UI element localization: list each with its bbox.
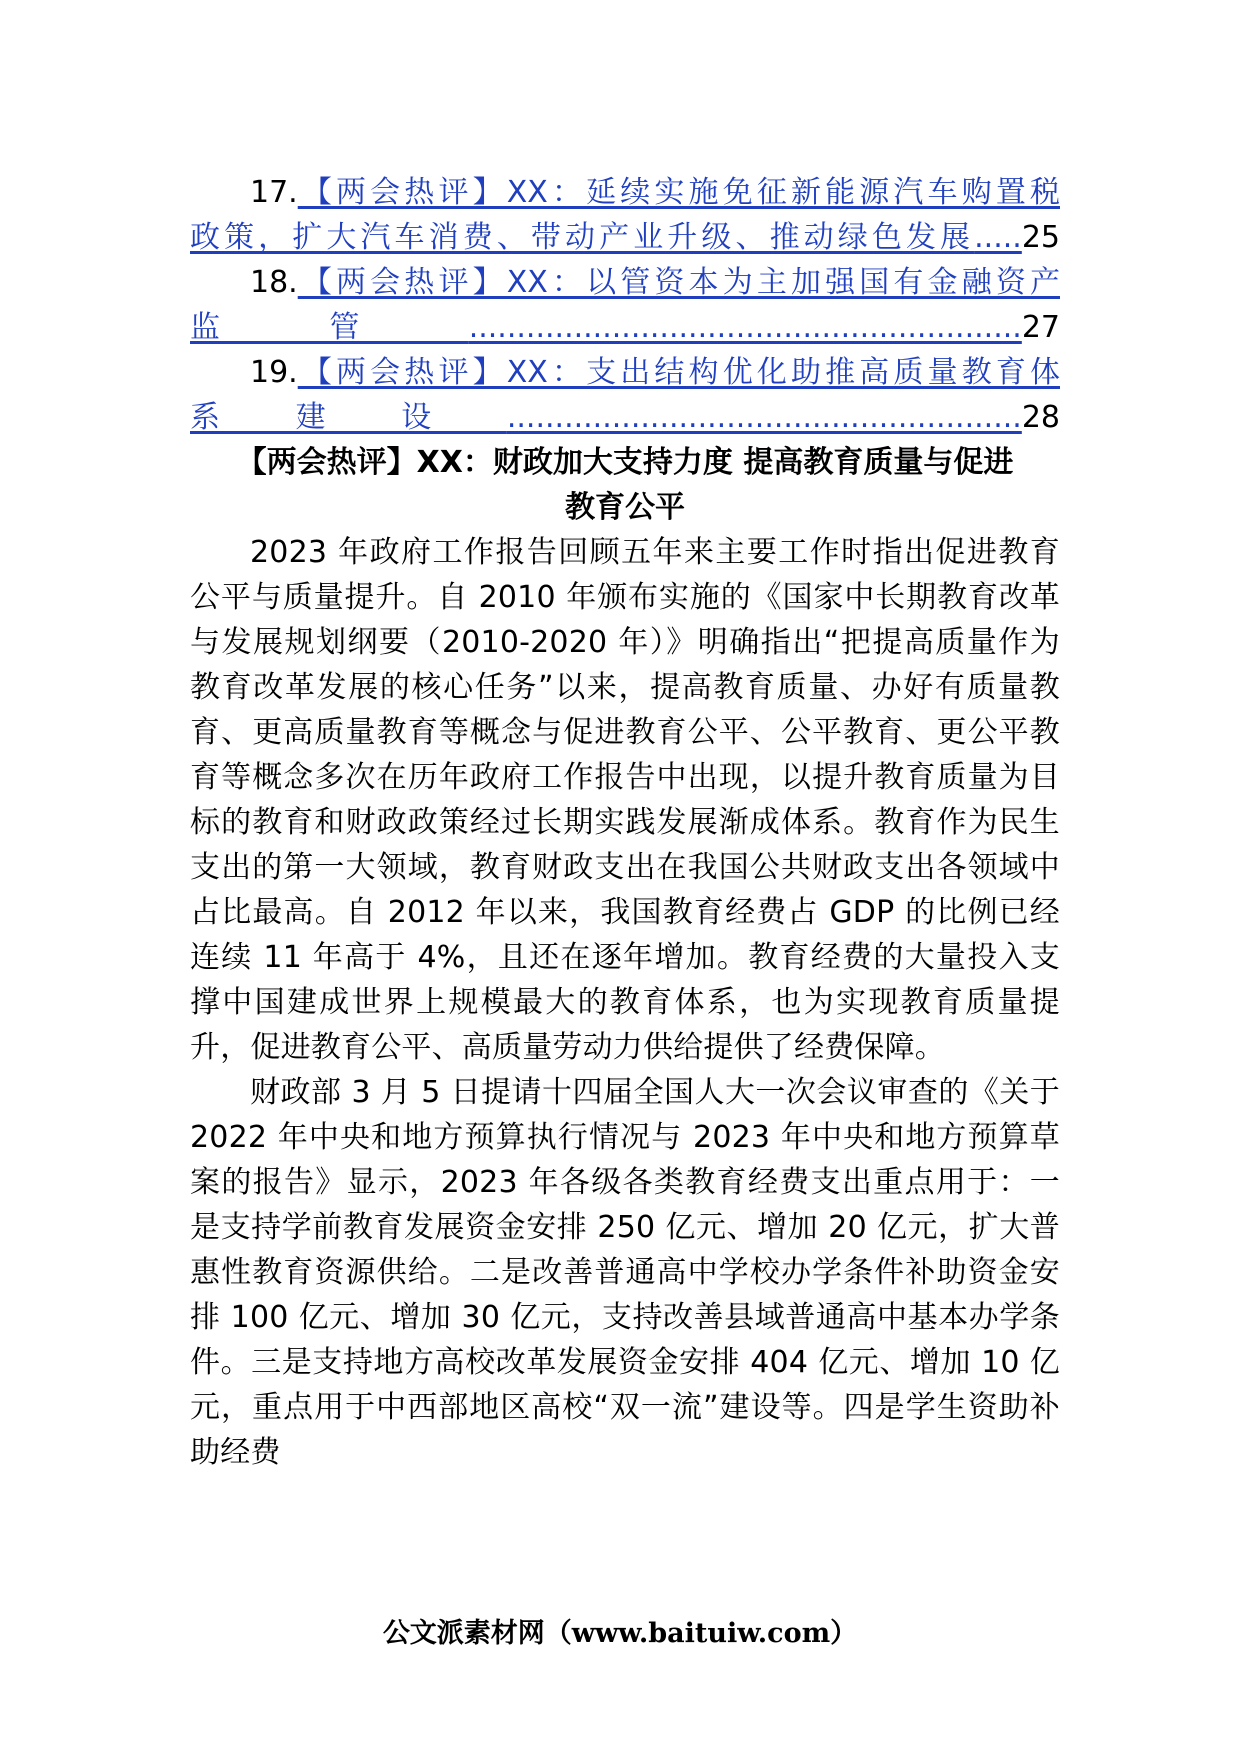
article-paragraph-1: 2023 年政府工作报告回顾五年来主要工作时指出促进教育公平与质量提升。自 2010 年颁布实施的《国家中长期教育改革与发展规划纲要（2010-2020 年）》明确指出“把提高质量作为教育改革发展的核心任务”以来，提高教育质量、办好有质量教育、更高质量教育等概念与促进教育公平、公平教育、更公平教育等概念多次在历年政府工作报告中出现，以提升教育质量为目标的教育和财政政策经过长期实践发展渐成体系。教育作为民生支出的第一大领域，教育财政支出在我国公共财政支出各领域中占比最高。自 2012 年以来，我国教育经费占 GDP 的比例已经连续 11 年高于 4%，且还在逐年增加。教育经费的大量投入支撑中国建成世界上规模最大的教育体系，也为实现教育质量提升，促进教育公平、高质量劳动力供给提供了经费保障。	[190, 535, 1060, 1065]
toc-entry-17[interactable]	[190, 170, 1060, 260]
toc-entry-title-line1[interactable]: 【两会热评】XX：支出结构优化助推高质量教育体	[297, 355, 1060, 390]
toc-entry-number: 19.	[250, 355, 298, 390]
article-title-line2: 教育公平	[565, 490, 685, 525]
toc-entry-title-line1[interactable]: 【两会热评】XX：延续实施免征新能源汽车购置税	[297, 175, 1060, 210]
toc-entry-number: 17.	[250, 175, 298, 210]
toc-entry-number: 18.	[250, 265, 298, 300]
toc-entry-title-line2[interactable]: 系建设	[190, 400, 507, 435]
toc-entry-link[interactable]	[190, 265, 1060, 345]
toc-page-number: 27	[1021, 310, 1060, 345]
article-paragraph-2: 财政部 3 月 5 日提请十四届全国人大一次会议审查的《关于 2022 年中央和地方预算执行情况与 2023 年中央和地方预算草案的报告》显示，2023 年各级各类教育经费支出重点用于：一是支持学前教育发展资金安排 250 亿元、增加 20 亿元，扩大普惠性教育资源供给。二是改善普通高中学校办学条件补助资金安排 100 亿元、增加 30 亿元，支持改善县域普通高中基本办学条件。三是支持地方高校改革发展资金安排 404 亿元、增加 10 亿元，重点用于中西部地区高校“双一流”建设等。四是学生资助补助经费	[190, 1075, 1060, 1470]
page-footer: 公文派素材网（www.baituiw.com）	[382, 1618, 858, 1649]
article-title	[190, 440, 1060, 530]
toc-entry-title-line2[interactable]: 政策，扩大汽车消费、带动产业升级、推动绿色发展	[190, 220, 975, 255]
toc-entry-link[interactable]	[190, 175, 1060, 255]
toc-entry-title-line2[interactable]: 监管	[190, 310, 469, 345]
table-of-contents	[190, 170, 1060, 440]
toc-leader-dots: ......................................................	[506, 400, 1022, 435]
toc-leader-dots: ..........................................................	[468, 310, 1022, 345]
toc-entry-link[interactable]	[190, 355, 1060, 435]
toc-entry-18[interactable]	[190, 260, 1060, 350]
article-title-line1: 【两会热评】XX：财政加大支持力度 提高教育质量与促进	[236, 445, 1014, 480]
toc-page-number: 25	[1021, 220, 1060, 255]
toc-entry-title-line1[interactable]: 【两会热评】XX：以管资本为主加强国有金融资产	[297, 265, 1060, 300]
toc-entry-19[interactable]	[190, 350, 1060, 440]
toc-page-number: 28	[1021, 400, 1060, 435]
toc-leader-dots: .....	[974, 220, 1022, 255]
document-page	[190, 170, 1060, 1475]
